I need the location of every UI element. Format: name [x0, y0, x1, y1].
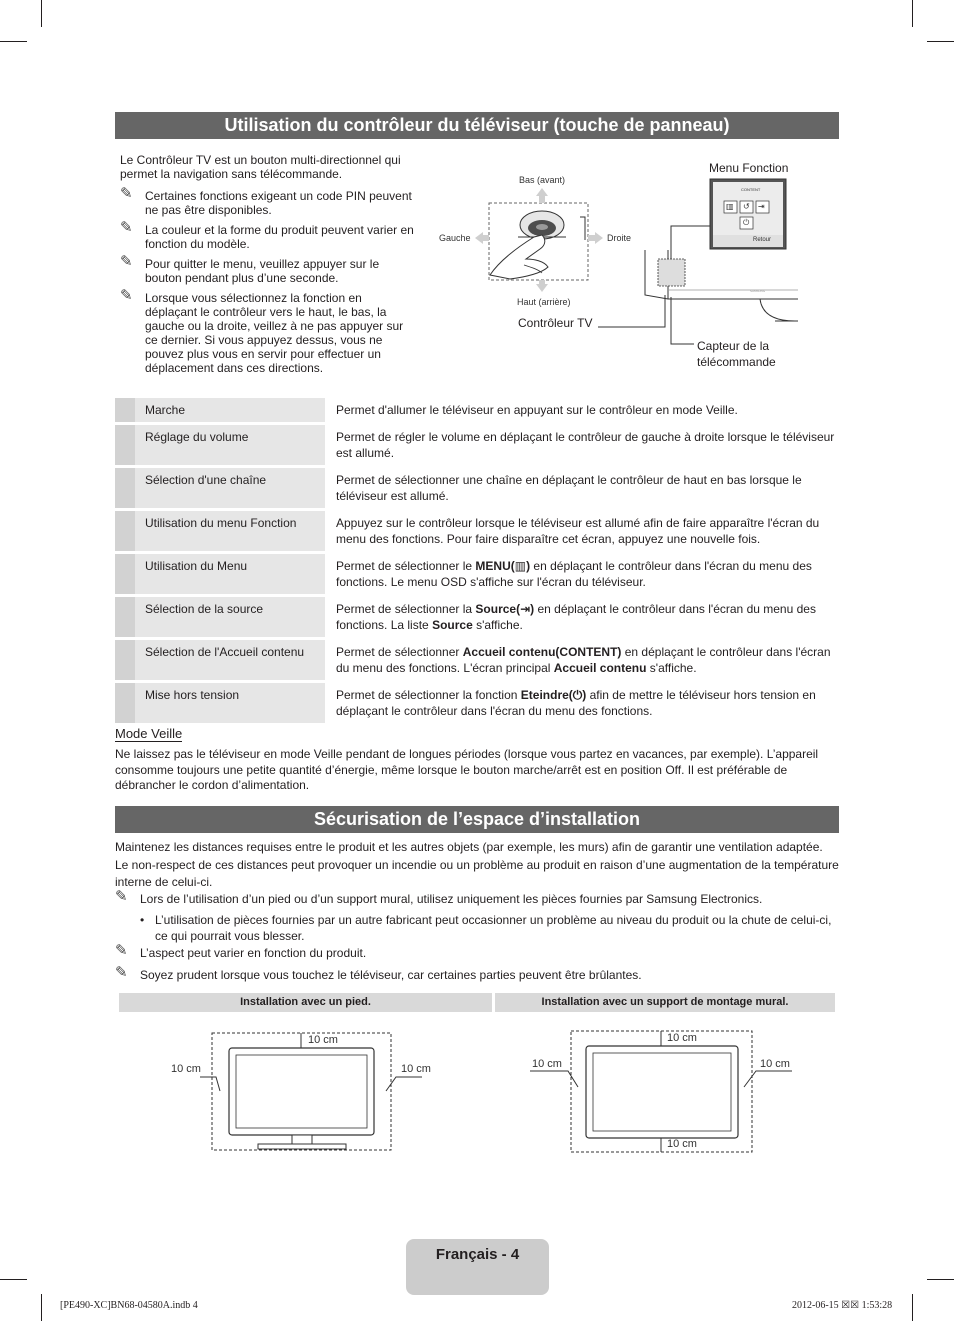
mode-veille-heading: Mode Veille: [115, 726, 183, 741]
controller-diagram: [430, 155, 810, 385]
direction-right-label: Droite: [607, 233, 632, 243]
clearance-bottom-label: 10 cm: [667, 1138, 697, 1150]
note: ✎ Certaines fonctions exigeant un code PIN peuvent ne pas être disponibles.: [120, 185, 412, 217]
source-icon: ⇥: [758, 202, 765, 211]
direction-left-label: Gauche: [439, 233, 471, 243]
direction-up-label: Bas (avant): [519, 175, 566, 185]
wall-installation-label: Installation avec un support de montage mural.: [495, 993, 835, 1012]
bullet-icon: •: [140, 913, 145, 927]
clearance-left-label: 10 cm: [171, 1063, 201, 1075]
note: ✎ Lorsque vous sélectionnez la fonction en déplaçant le contrôleur vers le haut, le bas, la gauche ou la droite, veillez à ne pas appuyer sur ce dernier. Si vous appuyez dessus, vous ne pouvez plus vous en servir pour effectuer un déplacement dans ces directions.: [120, 287, 404, 375]
clearance-right-label: 10 cm: [401, 1063, 431, 1075]
table-row: [115, 468, 839, 508]
pencil-note-icon: ✎: [120, 219, 133, 236]
crop-mark: [41, 0, 42, 27]
return-icon: ↺: [743, 202, 750, 211]
intro-text: Le Contrôleur TV est un bouton multi-directionnel qui permet la navigation sans télécommande.: [120, 153, 401, 181]
crop-mark: [927, 41, 954, 42]
function-desc: Permet de sélectionner Accueil contenu(CONTENT) en déplaçant le contrôleur dans l'écran du menu des fonctions. L'écran principal Accueil contenu s'affiche.: [336, 645, 831, 675]
note: ✎ L’aspect peut varier en fonction du produit.: [115, 942, 367, 960]
stand-installation-label: Installation avec un pied.: [119, 993, 492, 1012]
menu-icon: ▥: [726, 202, 734, 211]
function-name: Marche: [135, 398, 325, 422]
power-icon: ⏻: [743, 218, 750, 227]
table-row: [115, 597, 839, 637]
section-title-controller: Utilisation du contrôleur du téléviseur (touche de panneau): [115, 112, 839, 139]
pencil-note-icon: ✎: [120, 253, 133, 270]
function-name: Réglage du volume: [135, 425, 325, 465]
function-desc: Permet de sélectionner le MENU(▥) en déplaçant le contrôleur dans l'écran du menu des fonctions. Le menu OSD s'affiche sur l'écran du téléviseur.: [336, 559, 812, 589]
intro-block: [120, 153, 415, 381]
section-title-installation: Sécurisation de l’espace d’installation: [115, 806, 839, 833]
function-name: Utilisation du Menu: [135, 554, 325, 594]
pencil-note-icon: ✎: [120, 287, 133, 304]
brand-label: SAMSUNG: [750, 289, 766, 293]
crop-mark: [0, 41, 27, 42]
function-name: Sélection d'une chaîne: [135, 468, 325, 508]
table-row: [115, 683, 839, 723]
clearance-top-label: 10 cm: [667, 1032, 697, 1044]
mode-veille-text: Ne laissez pas le téléviseur en mode Veille pendant de longues périodes (lorsque vous partez en vacances, par exemple). L’appareil consomme toujours une petite quantité d’énergie, même lorsque le bouton marche/arrêt est en position Off. Il est préférable de débrancher le cordon d’alimentation.: [115, 747, 819, 792]
table-row: [115, 640, 839, 680]
table-row: [115, 425, 839, 465]
pencil-note-icon: ✎: [115, 964, 128, 981]
functions-table: [115, 398, 839, 726]
retour-label: Retour: [753, 237, 772, 243]
note: ✎ Soyez prudent lorsque vous touchez le téléviseur, car certaines parties peuvent être brûlantes.: [115, 964, 642, 982]
menu-fonction-label: Menu Fonction: [709, 161, 789, 175]
controller-label: Contrôleur TV: [518, 316, 593, 330]
bullet-item: • L’utilisation de pièces fournies par un autre fabricant peut occasionner un problème au niveau du produit ou la chute de celui-ci, ce qui pourrait vous blesser.: [140, 913, 832, 943]
page-number-tab: Français - 4: [406, 1239, 549, 1295]
crop-mark: [41, 1294, 42, 1321]
table-row: [115, 398, 839, 422]
function-name: Mise hors tension: [135, 683, 325, 723]
function-desc: Permet de sélectionner une chaîne en déplaçant le contrôleur de haut en bas lorsque le téléviseur est allumé.: [336, 473, 802, 503]
note: ✎ Lors de l’utilisation d’un pied ou d’un support mural, utilisez uniquement les pièces fournies par Samsung Electronics.: [115, 888, 763, 906]
crop-mark: [927, 1279, 954, 1280]
clearance-top-label: 10 cm: [308, 1034, 338, 1046]
function-desc: Permet de régler le volume en déplaçant le contrôleur de gauche à droite lorsque le téléviseur est allumé.: [336, 430, 835, 460]
sensor-label: Capteur de la télécommande: [697, 339, 776, 369]
function-desc: Appuyez sur le contrôleur lorsque le téléviseur est allumé afin de faire apparaître l'écran du menu des fonctions. Pour faire disparaître cet écran, appuyez une nouvelle fois.: [336, 516, 820, 546]
function-name: Sélection de l'Accueil contenu: [135, 640, 325, 680]
crop-mark: [912, 1294, 913, 1321]
function-desc: Permet de sélectionner la fonction Eteindre(⏻) afin de mettre le téléviseur hors tension en déplaçant le contrôleur dans l'écran du menu des fonctions.: [336, 688, 816, 718]
function-desc: Permet d'allumer le téléviseur en appuyant sur le contrôleur en mode Veille.: [336, 403, 738, 417]
function-desc: Permet de sélectionner la Source(⇥) en déplaçant le contrôleur dans l'écran du menu des fonctions. La liste Source s'affiche.: [336, 602, 816, 632]
clearance-left-label: 10 cm: [532, 1058, 562, 1070]
table-row: [115, 511, 839, 551]
crop-mark: [912, 0, 913, 27]
function-name: Utilisation du menu Fonction: [135, 511, 325, 551]
clearance-right-label: 10 cm: [760, 1058, 790, 1070]
crop-mark: [0, 1279, 27, 1280]
content-icon: CONTENT: [741, 187, 761, 192]
note: ✎ La couleur et la forme du produit peuvent varier en fonction du modèle.: [120, 219, 414, 251]
pencil-note-icon: ✎: [120, 185, 133, 202]
installation-paragraph: Maintenez les distances requises entre le produit et les autres objets (par exemple, les murs) afin de garantir une ventilation adaptée. Le non-respect de ces distances peut provoquer un incendie ou un problème au produit en raison d’une augmentation de la température interne de celui-ci.: [115, 840, 839, 889]
pencil-note-icon: ✎: [115, 942, 128, 959]
direction-down-label: Haut (arrière): [517, 297, 571, 307]
note: ✎ Pour quitter le menu, veuillez appuyer sur le bouton pendant plus d’une seconde.: [120, 253, 380, 285]
print-date-info: 2012-06-15 ☒☒ 1:53:28: [792, 1300, 893, 1311]
function-name: Sélection de la source: [135, 597, 325, 637]
print-file-info: [PE490-XC]BN68-04580A.indb 4: [60, 1300, 198, 1311]
table-row: [115, 554, 839, 594]
pencil-note-icon: ✎: [115, 888, 128, 905]
